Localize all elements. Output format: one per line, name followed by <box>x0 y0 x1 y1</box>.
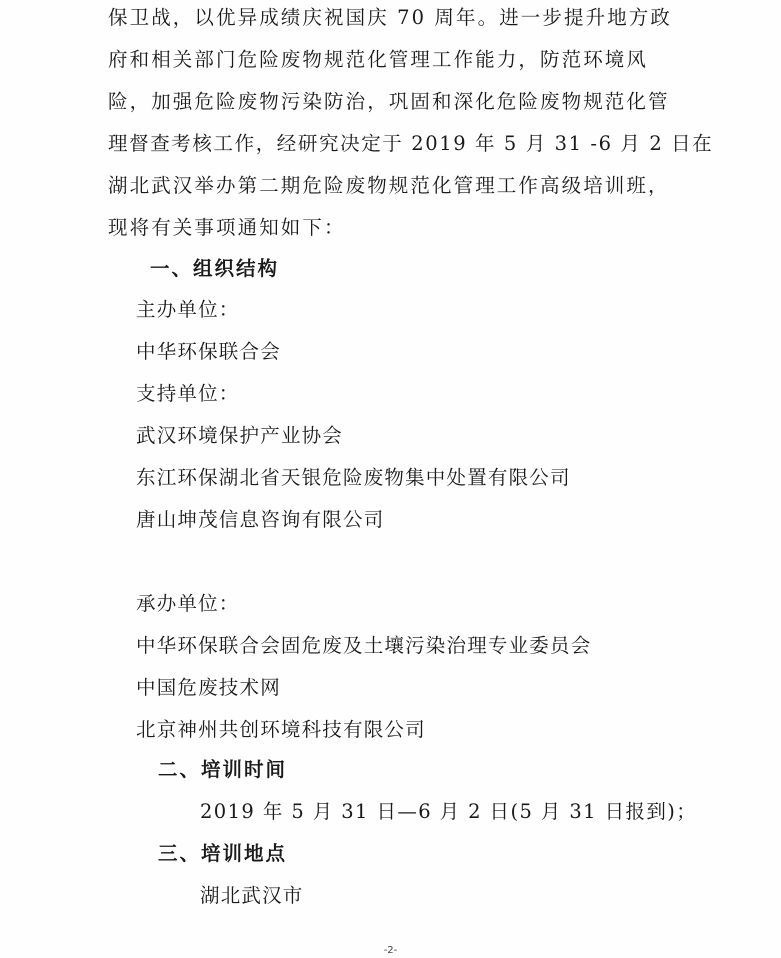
supporter-item: 东江环保湖北省天银危险废物集中处置有限公司 <box>136 466 571 489</box>
supporter-label: 支持单位： <box>136 382 240 405</box>
intro-line-3: 险，加强危险废物污染防治，巩固和深化危险废物规范化管 <box>108 90 670 113</box>
training-time: 2019 年 5 月 31 日—6 月 2 日(5 月 31 日报到)； <box>200 800 698 823</box>
intro-line-5: 湖北武汉举办第二期危险废物规范化管理工作高级培训班， <box>108 174 670 197</box>
page-number: -2- <box>383 945 398 956</box>
host-item: 中国危废技术网 <box>136 676 281 699</box>
intro-line-6: 现将有关事项通知如下： <box>108 216 346 239</box>
supporter-item: 武汉环境保护产业协会 <box>136 424 344 447</box>
host-item: 北京神州共创环境科技有限公司 <box>136 718 426 741</box>
organizer-label: 主办单位： <box>136 298 240 321</box>
intro-line-1: 保卫战，以优异成绩庆祝国庆 70 周年。进一步提升地方政 <box>108 6 673 29</box>
section-1-heading: 一、组织结构 <box>150 257 280 280</box>
section-3-heading: 三、培训地点 <box>158 842 288 865</box>
intro-line-4: 理督查考核工作，经研究决定于 2019 年 5 月 31 -6 月 2 日在 <box>108 132 714 155</box>
section-2-heading: 二、培训时间 <box>158 758 288 781</box>
organizer-name: 中华环保联合会 <box>136 340 281 363</box>
host-item: 中华环保联合会固危废及土壤污染治理专业委员会 <box>136 634 592 657</box>
training-location: 湖北武汉市 <box>200 884 304 907</box>
supporter-item: 唐山坤茂信息咨询有限公司 <box>136 508 385 531</box>
host-label: 承办单位： <box>136 592 240 615</box>
intro-line-2: 府和相关部门危险废物规范化管理工作能力，防范环境风 <box>108 48 649 71</box>
